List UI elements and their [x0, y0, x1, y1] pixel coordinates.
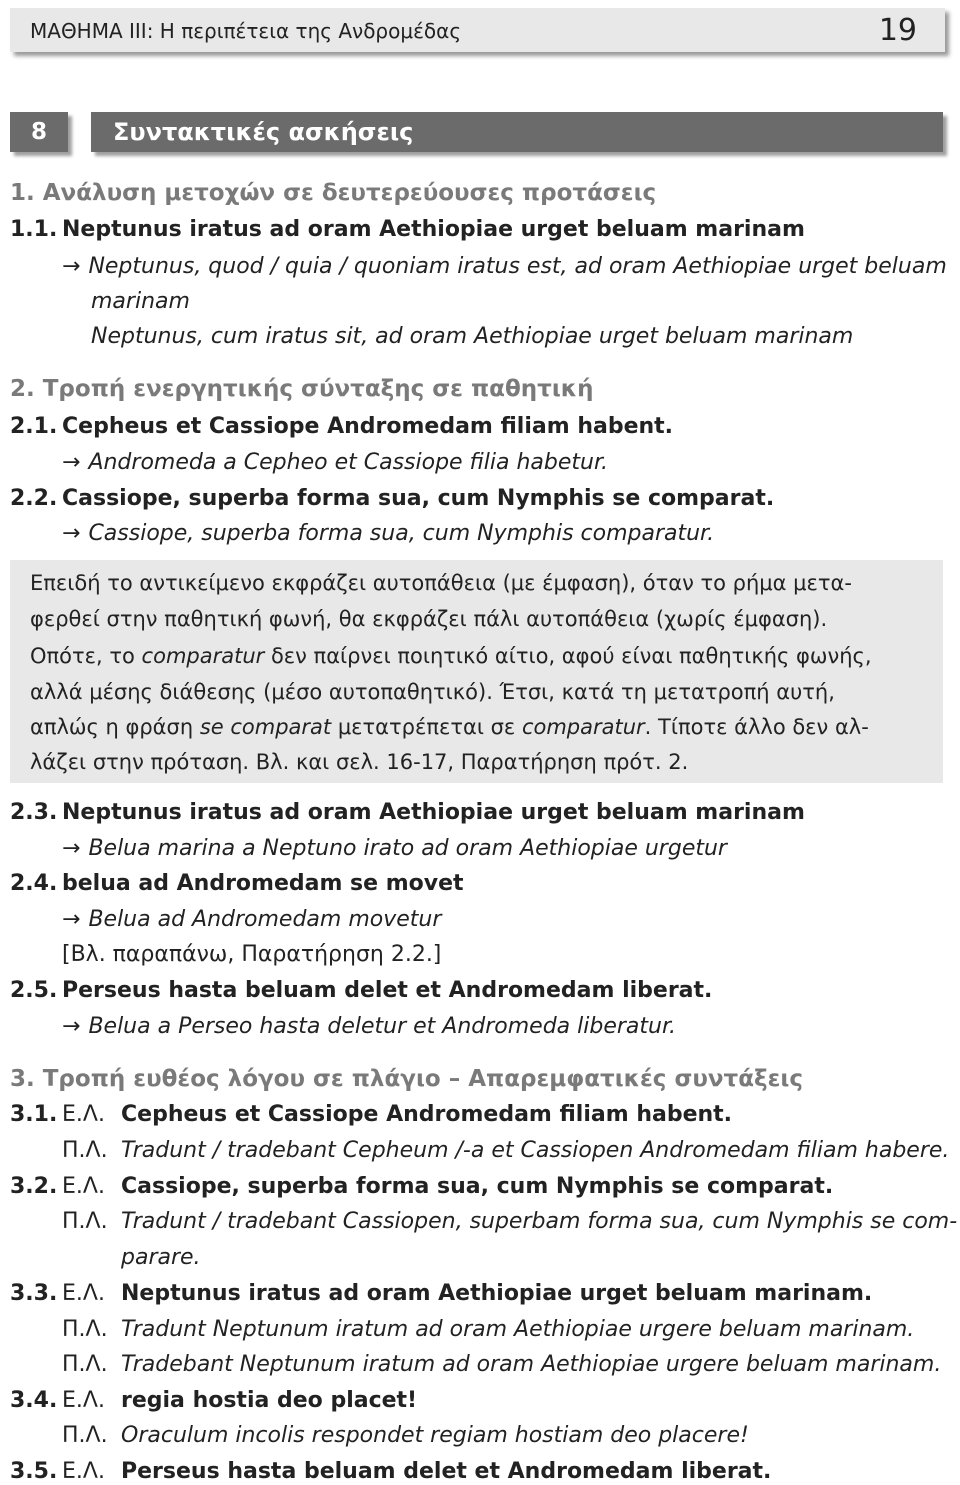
page-header	[10, 8, 945, 52]
answer-line: marinam	[91, 289, 190, 314]
direct-speech-label: Ε.Λ.	[62, 1174, 105, 1199]
heading-1: 1. Ανάλυση μετοχών σε δευτερεύουσες προτάσεις	[10, 180, 657, 206]
item-number: 3.4.	[10, 1388, 58, 1413]
indirect-speech-label: Π.Λ.	[62, 1138, 108, 1163]
latin-sentence: Perseus hasta beluam delet et Andromedam liberat.	[62, 978, 713, 1003]
answer-line: Oraculum incolis respondet regiam hostiam deo placere!	[121, 1423, 749, 1448]
arrow-icon: →	[62, 521, 81, 546]
indirect-speech-label: Π.Λ.	[62, 1423, 108, 1448]
latin-sentence: regia hostia deo placet!	[121, 1388, 418, 1413]
answer-line: Tradunt / tradebant Cassiopen, superbam forma sua, cum Nymphis se com-	[121, 1209, 958, 1234]
latin-sentence: Perseus hasta beluam delet et Andromedam liberat.	[121, 1459, 772, 1484]
note-line: λάζει στην πρόταση. Βλ. και σελ. 16-17, Παρατήρηση πρότ. 2.	[30, 750, 689, 774]
chapter-title: ΜΑΘΗΜΑ ΙΙΙ: Η περιπέτεια της Ανδρομέδας	[30, 19, 462, 43]
answer-line: → Neptunus, quod / quia / quoniam iratus est, ad oram Aethiopiae urget beluam	[62, 254, 947, 279]
heading-2: 2. Τροπή ενεργητικής σύνταξης σε παθητική	[10, 376, 594, 402]
answer-line: → Belua a Perseo hasta deletur et Andromeda liberatur.	[62, 1014, 676, 1039]
note-line: Οπότε, το comparatur δεν παίρνει ποιητικό αίτιο, αφού είναι παθητικής φωνής,	[30, 644, 872, 668]
direct-speech-label: Ε.Λ.	[62, 1459, 105, 1484]
note-line: Επειδή το αντικείμενο εκφράζει αυτοπάθεια (με έμφαση), όταν το ρήμα μετα-	[30, 571, 852, 595]
section-title: Συντακτικές ασκήσεις	[91, 112, 943, 152]
answer-line: → Belua ad Andromedam movetur	[62, 907, 442, 932]
note-line: αλλά μέσης διάθεσης (μέσο αυτοπαθητικό). Έτσι, κατά τη μετατροπή αυτή,	[30, 680, 835, 704]
latin-sentence: Neptunus iratus ad oram Aethiopiae urget beluam marinam	[62, 217, 805, 242]
reference-note: [Βλ. παραπάνω, Παρατήρηση 2.2.]	[62, 942, 442, 967]
latin-sentence: Cepheus et Cassiope Andromedam filiam habent.	[62, 414, 674, 439]
indirect-speech-label: Π.Λ.	[62, 1209, 108, 1234]
item-number: 3.5.	[10, 1459, 58, 1484]
item-number: 2.3.	[10, 800, 58, 825]
arrow-icon: →	[62, 254, 81, 279]
indirect-speech-label: Π.Λ.	[62, 1352, 108, 1377]
item-number: 2.1.	[10, 414, 58, 439]
latin-sentence: Cepheus et Cassiope Andromedam filiam habent.	[121, 1102, 733, 1127]
arrow-icon: →	[62, 836, 81, 861]
item-number: 2.4.	[10, 871, 58, 896]
direct-speech-label: Ε.Λ.	[62, 1281, 105, 1306]
answer-line: → Belua marina a Neptuno irato ad oram Aethiopiae urgetur	[62, 836, 727, 861]
answer-line: Tradunt / tradebant Cepheum /-a et Cassiopen Andromedam filiam habere.	[121, 1138, 950, 1163]
item-number: 3.1.	[10, 1102, 58, 1127]
answer-line: Tradebant Neptunum iratum ad oram Aethiopiae urgere beluam marinam.	[121, 1352, 942, 1377]
latin-sentence: belua ad Andromedam se movet	[62, 871, 464, 896]
answer-line: Tradunt Neptunum iratum ad oram Aethiopiae urgere beluam marinam.	[121, 1317, 915, 1342]
answer-line: Neptunus, cum iratus sit, ad oram Aethiopiae urget beluam marinam	[91, 324, 854, 349]
answer-line: → Cassiope, superba forma sua, cum Nymphis comparatur.	[62, 521, 715, 546]
item-number: 3.3.	[10, 1281, 58, 1306]
arrow-icon: →	[62, 450, 81, 475]
arrow-icon: →	[62, 1014, 81, 1039]
latin-sentence: Neptunus iratus ad oram Aethiopiae urget beluam marinam.	[121, 1281, 873, 1306]
direct-speech-label: Ε.Λ.	[62, 1388, 105, 1413]
note-box	[10, 560, 943, 783]
page-number: 19	[878, 13, 917, 48]
item-number: 2.5.	[10, 978, 58, 1003]
latin-sentence: Neptunus iratus ad oram Aethiopiae urget beluam marinam	[62, 800, 805, 825]
latin-sentence: Cassiope, superba forma sua, cum Nymphis se comparat.	[62, 486, 775, 511]
note-line: φερθεί στην παθητική φωνή, θα εκφράζει πάλι αυτοπάθεια (χωρίς έμφαση).	[30, 607, 828, 631]
item-number: 3.2.	[10, 1174, 58, 1199]
latin-sentence: Cassiope, superba forma sua, cum Nymphis se comparat.	[121, 1174, 834, 1199]
answer-line: parare.	[121, 1245, 201, 1270]
arrow-icon: →	[62, 907, 81, 932]
item-number: 1.1.	[10, 217, 58, 242]
note-line: απλώς η φράση se comparat μετατρέπεται σε comparatur. Τίποτε άλλο δεν αλ-	[30, 715, 869, 739]
item-number: 2.2.	[10, 486, 58, 511]
section-number: 8	[10, 112, 68, 152]
indirect-speech-label: Π.Λ.	[62, 1317, 108, 1342]
answer-line: → Andromeda a Cepheo et Cassiope filia habetur.	[62, 450, 608, 475]
heading-3: 3. Τροπή ευθέος λόγου σε πλάγιο – Απαρεμφατικές συντάξεις	[10, 1066, 804, 1092]
direct-speech-label: Ε.Λ.	[62, 1102, 105, 1127]
